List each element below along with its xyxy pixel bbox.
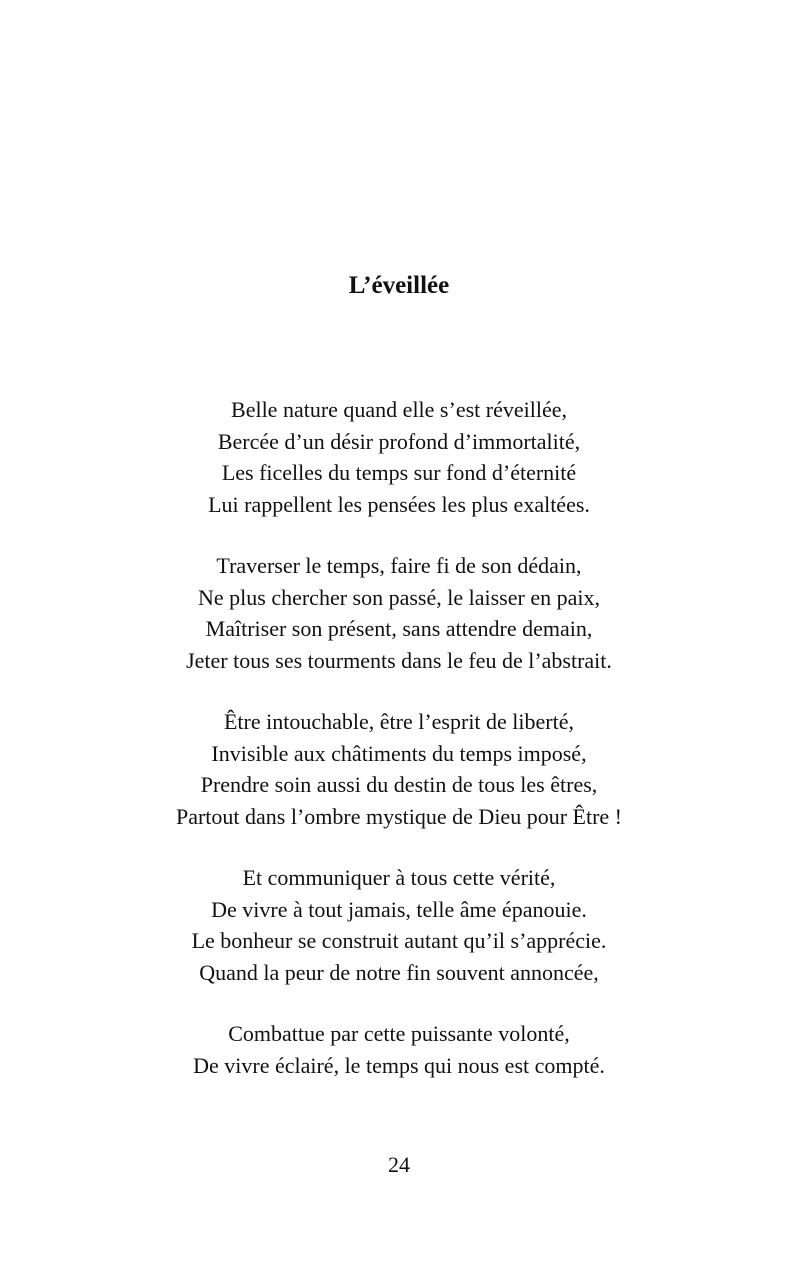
poem-line: Lui rappellent les pensées les plus exaltées.: [208, 491, 590, 517]
poem-line: Et communiquer à tous cette vérité,: [242, 865, 556, 890]
stanza: [0, 550, 798, 676]
poem-line: Belle nature quand elle s’est réveillée,: [231, 397, 567, 422]
stanza: [0, 1018, 798, 1081]
poem-line: Traverser le temps, faire fi de son dédain,: [216, 553, 582, 578]
poem-line: Invisible aux châtiments du temps imposé,: [211, 740, 587, 766]
poem-line: De vivre éclairé, le temps qui nous est compté.: [193, 1052, 605, 1078]
poem-line: De vivre à tout jamais, telle âme épanouie.: [211, 896, 587, 922]
stanza: [0, 706, 798, 832]
poem-line: Combattue par cette puissante volonté,: [228, 1021, 570, 1046]
poem-title: L’éveillée: [348, 272, 450, 299]
stanza: [0, 862, 798, 988]
poem-line: Ne plus chercher son passé, le laisser en paix,: [198, 584, 600, 610]
poem-line: Jeter tous ses tourments dans le feu de l’abstrait.: [186, 647, 612, 673]
stanza: [0, 394, 798, 520]
poem-line: Quand la peur de notre fin souvent annoncée,: [199, 959, 599, 985]
poem-line: Partout dans l’ombre mystique de Dieu pour Être !: [175, 803, 622, 829]
poem-body: [0, 394, 798, 1111]
poem-line: Prendre soin aussi du destin de tous les êtres,: [200, 772, 598, 797]
poem-line: Être intouchable, être l’esprit de liberté,: [223, 709, 574, 734]
poem-line: Maîtriser son présent, sans attendre demain,: [205, 616, 593, 641]
poem-line: Bercée d’un désir profond d’immortalité,: [217, 428, 581, 454]
poem-line: Les ficelles du temps sur fond d’éternité: [221, 460, 577, 485]
page-number: 24: [388, 1152, 410, 1177]
poem-line: Le bonheur se construit autant qu’il s’apprécie.: [191, 928, 607, 953]
